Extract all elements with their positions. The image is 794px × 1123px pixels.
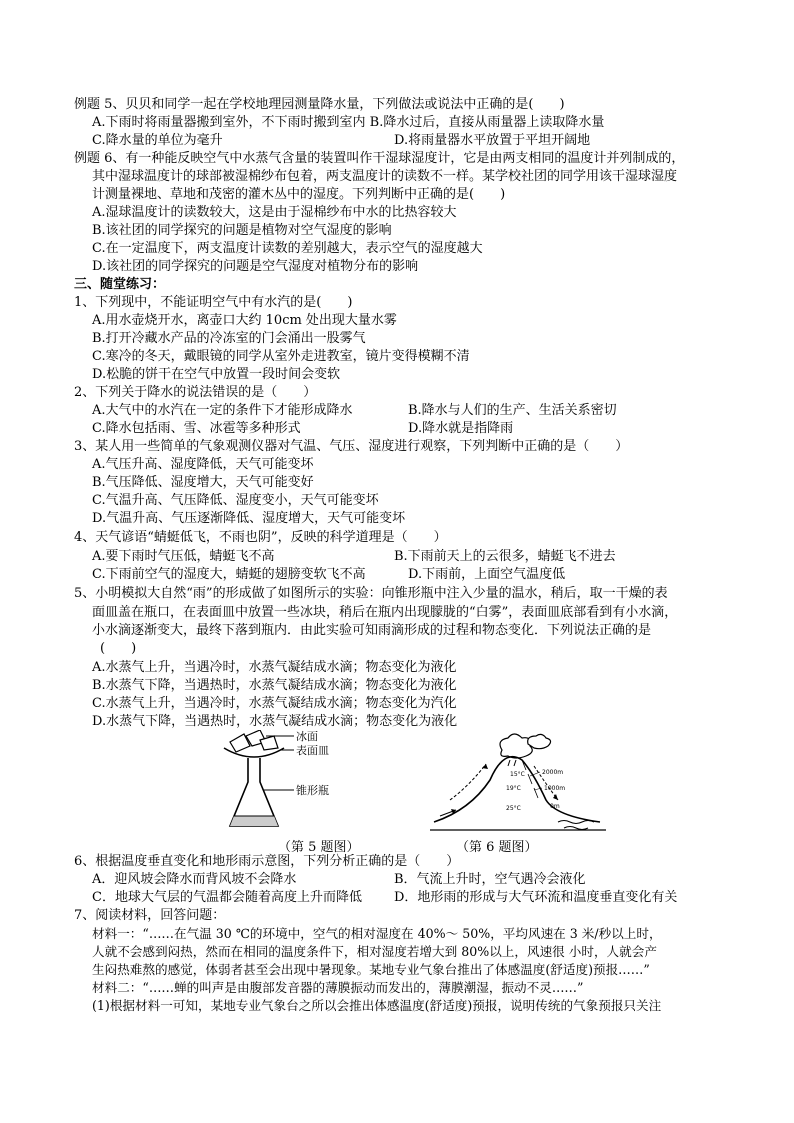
section-heading: 三、随堂练习：: [74, 277, 166, 292]
practice2-option-d: D.降水就是指降雨: [408, 421, 514, 436]
practice4-option-c: C.下雨前空气的湿度大，蜻蜓的翅膀变软飞不高: [92, 567, 366, 582]
practice1-option-b: B.打开冷藏水产品的冷冻室的门会涌出一股雾气: [92, 331, 366, 346]
practice4-option-b: B.下雨前天上的云很多，蜻蜓飞不进去: [394, 549, 616, 564]
practice5-option-c: C.水蒸气上升，当遇冷时，水蒸气凝结成水滴；物态变化为汽化: [92, 696, 457, 711]
example6-option-c: C.在一定温度下，两支温度计读数的差别越大，表示空气的湿度越大: [92, 241, 483, 256]
watch-glass: [224, 748, 284, 757]
material1-line2: 人就不会感到闷热，然而在相同的温度条件下，相对湿度若增大到 80%以上，风速很 小时，人就会产: [92, 944, 657, 959]
material1-line3: 生闷热难熬的感觉，体弱者甚至会出现中暑现象。某地专业气象台推出了体感温度(舒适度)预报……”: [92, 962, 650, 977]
practice6-option-c: C．地球大气层的气温都会随着高度上升而降低: [92, 890, 362, 905]
practice3-option-b: B.气压降低、湿度增大，天气可能变好: [92, 475, 314, 490]
example6-question-line2: 其中湿球温度计的球部被湿棉纱布包着，两支温度计的读数不一样。某学校社团的同学用该干湿球湿度: [92, 169, 678, 184]
example6-question-line3: 计测量裸地、草地和茂密的灌木丛中的湿度。下列判断中正确的是( ): [92, 187, 506, 202]
example5-option-ab: A.下雨时将雨量器搬到室外，不下雨时搬到室内 B.降水过后，直接从雨量器上读取降水量: [92, 115, 605, 130]
practice5-question-line1: 5、小明模拟大自然“雨”的形成做了如图所示的实验：向锥形瓶中注入少量的温水，稍后，取一干燥的表: [74, 586, 668, 601]
practice3-option-a: A.气压升高、湿度降低，天气可能变坏: [92, 457, 314, 472]
practice6-question: 6、根据温度垂直变化和地形雨示意图，下列分析正确的是（ ）: [74, 854, 460, 869]
example6-option-b: B.该社团的同学探究的问题是植物对空气湿度的影响: [92, 223, 392, 238]
temp-15: 15°C: [510, 771, 525, 778]
flask-experiment-figure: [220, 730, 380, 834]
practice5-option-b: B.水蒸气下降，当遇热时，水蒸气凝结成水滴；物态变化为液化: [92, 678, 457, 693]
practice7-subquestion1: (1)根据材料一可知，某地专业气象台之所以会推出体感温度(舒适度)预报，说明传统的气象预报只关注: [92, 998, 662, 1013]
temp-19: 19°C: [506, 785, 521, 792]
height-2000: 2000m: [542, 769, 564, 776]
figure5-caption: （第 5 题图）: [278, 840, 360, 855]
example6-question-line1: 例题 6、有一种能反映空气中水蒸气含量的装置叫作干湿球湿度计，它是由两支相同的温度计并列制成的，: [74, 151, 685, 166]
label-flask: 锥形瓶: [296, 784, 329, 797]
practice4-question: 4、天气谚语“蜻蜓低飞，不雨也阴”，反映的科学道理是（ ）: [74, 530, 447, 545]
practice6-option-d: D．地形雨的形成与大气环流和温度垂直变化有关: [394, 890, 678, 905]
warm-water: [230, 816, 278, 826]
practice6-option-b: B．气流上升时，空气遇冷会液化: [394, 872, 586, 887]
orographic-rain-figure: [430, 730, 606, 834]
practice2-option-b: B.降水与人们的生产、生活关系密切: [408, 403, 617, 418]
example5-question: 例题 5、贝贝和同学一起在学校地理园测量降水量，下列做法或说法中正确的是( ): [74, 97, 565, 112]
material2: 材料二：“……蝉的叫声是由腹部发音器的薄膜振动而发出的，薄膜潮湿，振动不灵……”: [92, 980, 584, 995]
practice5-option-a: A.水蒸气上升，当遇冷时，水蒸气凝结成水滴；物态变化为液化: [92, 660, 457, 675]
practice5-question-line3: 小水滴逐渐变大，最终下落到瓶内．由此实验可知雨滴形成的过程和物态变化．下列说法正确的是: [92, 623, 652, 638]
temp-25: 25°C: [506, 805, 521, 812]
practice2-option-a: A.大气中的水汽在一定的条件下才能形成降水: [92, 403, 353, 418]
cloud-1: [500, 734, 532, 758]
practice7-question: 7、阅读材料，回答问题：: [74, 908, 226, 923]
practice4-option-a: A.要下雨时气压低，蜻蜓飞不高: [92, 549, 275, 564]
practice1-option-d: D.松脆的饼干在空气中放置一段时间会变软: [92, 367, 341, 382]
practice1-option-c: C.寒冷的冬天，戴眼镜的同学从室外走进教室，镜片变得模糊不清: [92, 349, 470, 364]
practice4-option-d: D.下雨前，上面空气温度低: [408, 567, 566, 582]
practice2-question: 2、下列关于降水的说法错误的是（ ）: [74, 385, 317, 400]
label-dish: 表面皿: [296, 744, 329, 757]
practice5-option-d: D.水蒸气下降，当遇热时，水蒸气凝结成水滴；物态变化为液化: [92, 714, 458, 729]
practice3-option-d: D.气温升高、气压逐渐降低、湿度增大，天气可能变坏: [92, 511, 406, 526]
label-ice: 冰面: [296, 730, 318, 743]
practice5-question-line4: ( ): [100, 641, 137, 656]
example5-option-d: D.将雨量器水平放置于平坦开阔地: [394, 133, 591, 148]
cloud-2: [528, 734, 551, 748]
practice6-option-a: A．迎风坡会降水而背风坡不会降水: [92, 872, 297, 887]
material1-line1: 材料一：“……在气温 30 ℃的环境中，空气的相对湿度在 40%～ 50%，平均风速在 3 米/秒以上时，: [92, 926, 662, 941]
practice1-question: 1、下列现中，不能证明空气中有水汽的是( ): [74, 295, 353, 310]
practice2-option-c: C.降水包括雨、雪、冰雹等多种形式: [92, 421, 301, 436]
figure6-caption: （第 6 题图）: [456, 840, 538, 855]
example6-option-a: A.湿球温度计的读数较大，这是由于湿棉纱布中水的比热容较大: [92, 205, 457, 220]
height-0: 0m: [550, 803, 560, 810]
practice5-question-line2: 面皿盖在瓶口，在表面皿中放置一些冰块，稍后在瓶内出现朦胧的“白雾”，表面皿底部看到有小水滴，: [92, 605, 678, 620]
practice3-option-c: C.气温升高、气压降低、湿度变小，天气可能变坏: [92, 493, 379, 508]
practice1-option-a: A.用水壶烧开水，离壶口大约 10cm 处出现大量水雾: [92, 313, 397, 328]
practice3-question: 3、某人用一些简单的气象观测仪器对气温、气压、湿度进行观察，下列判断中正确的是（ ）: [74, 439, 629, 454]
example6-option-d: D.该社团的同学探究的问题是空气湿度对植物分布的影响: [92, 259, 419, 274]
example5-option-c: C.降水量的单位为毫升: [92, 133, 223, 148]
height-1000: 1000m: [544, 785, 566, 792]
